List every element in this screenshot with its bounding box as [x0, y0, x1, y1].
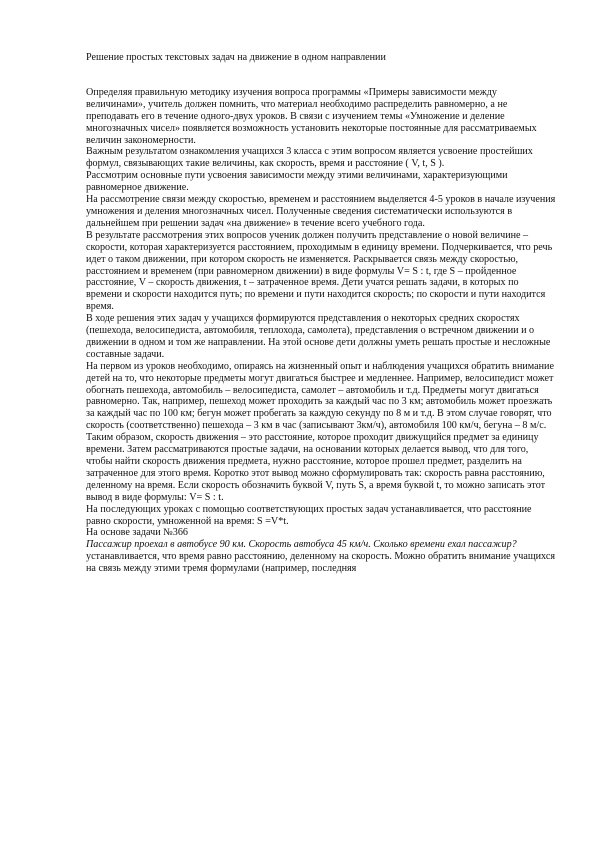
paragraph-methodology: Определяя правильную методику изучения вопроса программы «Примеры зависимости между величинами», учитель должен помнить, что материал необходимо распределить равномерно, а не преподавать его в течение одного-двух уроков. В связи с изучением темы «Умножение и деление многозначных чисел» появляется возможность установить некоторые постоянные для рассматриваемых величин закономерности. — [86, 86, 537, 146]
paragraph-closing: устанавливается, что время равно расстоянию, деленному на скорость. Можно обратить внимание учащихся на связь между этими тремя формулами (например, последняя — [86, 551, 555, 575]
paragraph-speed-concept: В результате рассмотрения этих вопросов ученик должен получить представление о новой величине – скорости, которая характеризуется расстоянием, проходимым в единицу времени. Подчеркивается, что речь идет о таком движении, при котором скорость не изменяется. Раскрывается связь между скоростью, расстоянием и временем (при равномерном движении) в виде формулы V= S : t, где S – пройденное расстояние, V – скорость движения, t – затраченное время. Дети учатся решать задачи, в которых по времени и скорости находится путь; по времени и пути находится скорость; по скорости и пути находится время. — [86, 229, 553, 313]
paragraph-definition: Таким образом, скорость движения – это расстояние, которое проходит движущийся предмет за единицу времени. Затем рассматриваются простые задачи, на основании которых делается вывод, что для того, чтобы найти скорость движения предмета, нужно расстояние, которое прошел предмет, разделить на затраченное для этого время. Коротко этот вывод можно сформулировать так: скорость равна расстоянию, деленному на время. Если скорость обозначить буквой V, путь S, а время буквой t, то можно записать этот вывод в виде формулы: V= S : t. — [86, 432, 546, 503]
paragraph-result: Важным результатом ознакомления учащихся 3 класса с этим вопросом является усвоение простейших формул, связывающих такие величины, как скорость, время и расстояние ( V, t, S ). — [86, 146, 533, 170]
paragraph-paths: Рассмотрим основные пути усвоения зависимости между этими величинами, характеризующими равномерное движение. — [86, 170, 508, 194]
paragraph-distance-formula: На последующих уроках с помощью соответствующих простых задач устанавливается, что расстояние равно скорости, умноженной на время: S =V*t. — [86, 503, 532, 527]
document-page — [86, 52, 556, 575]
paragraph-average-speeds: В ходе решения этих задач у учащихся формируются представления о некоторых средних скоростях (пешехода, велосипедиста, автомобиля, теплохода, самолета), представления о встречном движении и о движении в одном и том же направлении. На этой основе дети должны уметь решать простые и несложные составные задачи. — [86, 313, 551, 360]
paragraph-task-intro: На основе задачи №366 — [86, 527, 188, 539]
document-title: Решение простых текстовых задач на движение в одном направлении — [86, 52, 386, 63]
paragraph-lessons: На рассмотрение связи между скоростью, временем и расстоянием выделяется 4-5 уроков в начале изучения умножения и деления многозначных чисел. Полученные сведения систематически используются в дальнейшем при решении задач «на движение» в течение всего учебного года. — [86, 194, 556, 229]
paragraph-first-lesson: На первом из уроков необходимо, опираясь на жизненный опыт и наблюдения учащихся обратить внимание детей на то, что некоторые предметы могут двигаться быстрее и медленнее. Например, велосипедист может обогнать пешехода, автомобиль – велосипедиста, самолет – автомобиль и т.д. Предметы могут двигаться равномерно. Так, например, пешеход может проходить за каждый час по 3 км; автомобиль может проезжать за каждый час по 100 км; бегун может пробегать за каждую секунду по 8 м и т.д. В этом случае говорят, что скорость (соответственно) пешехода – 3 км в час (записывают 3км/ч), автомобиля 100 км/ч, бегуна – 8 м/с. — [86, 360, 554, 432]
task-text: Пассажир проехал в автобусе 90 км. Скорость автобуса 45 км/ч. Сколько времени ехал пассажир? — [86, 539, 517, 551]
